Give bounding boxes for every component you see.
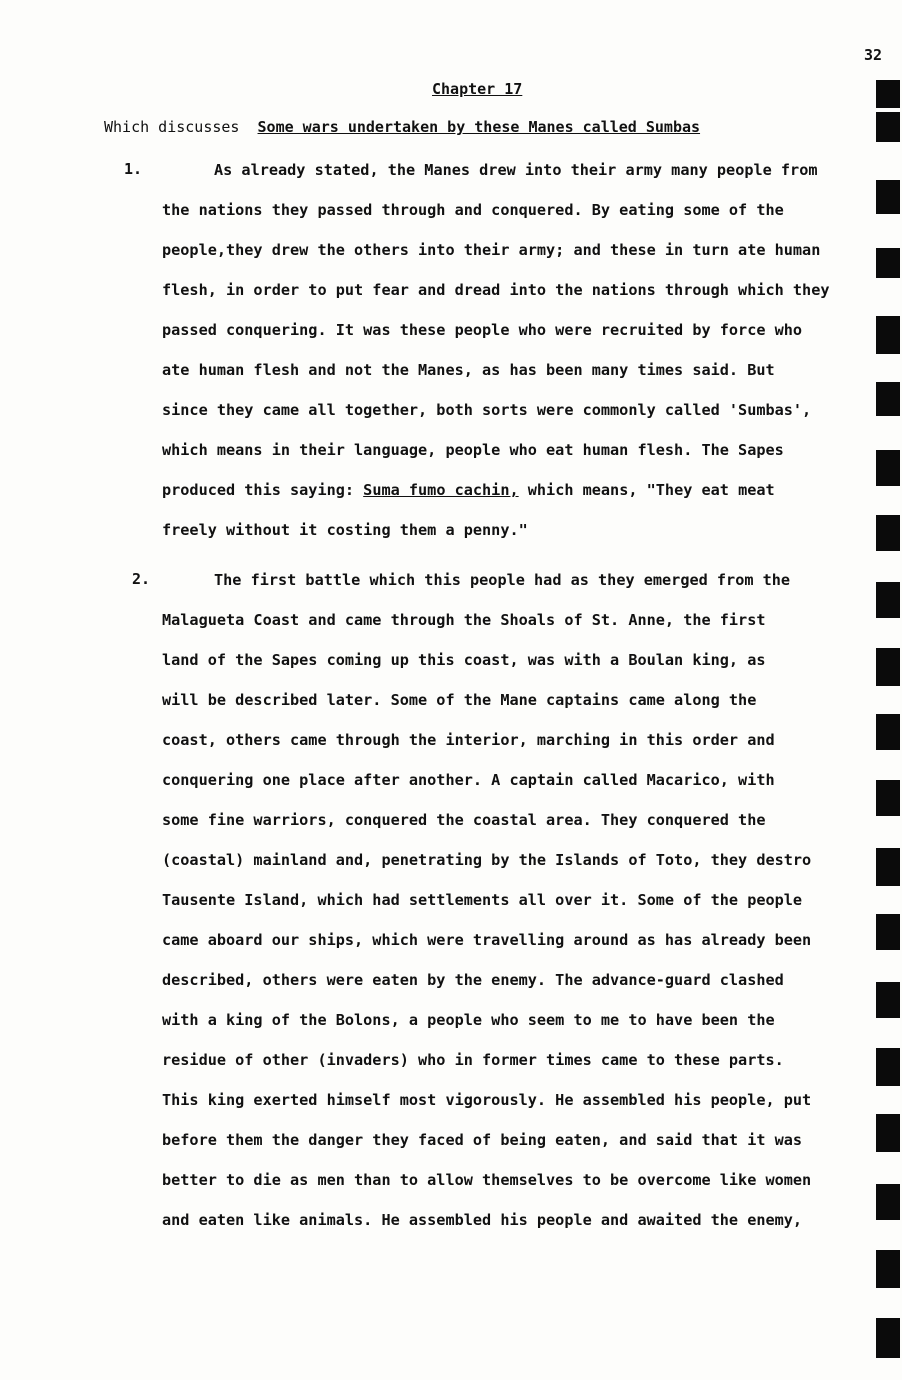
- text-line: As already stated, the Manes drew into their army many people from: [214, 161, 818, 179]
- binding-mark: [876, 382, 900, 416]
- subtitle-topic: Some wars undertaken by these Manes called Sumbas: [257, 118, 701, 136]
- binding-mark: [876, 648, 900, 686]
- text-line: freely without it costing them a penny.": [162, 521, 528, 539]
- text-line: described, others were eaten by the enemy. The advance-guard clashed: [162, 971, 784, 989]
- text-line: before them the danger they faced of being eaten, and said that it was: [162, 1131, 803, 1149]
- binding-mark: [876, 112, 900, 142]
- binding-mark: [876, 316, 900, 354]
- binding-mark: [876, 1318, 900, 1358]
- subtitle-lead: Which discusses: [104, 118, 240, 136]
- binding-mark: [876, 982, 900, 1018]
- text-line: passed conquering. It was these people who were recruited by force who: [162, 321, 803, 339]
- text-line: residue of other (invaders) who in former times came to these parts.: [162, 1051, 784, 1069]
- text-line: This king exerted himself most vigorously. He assembled his people, put: [162, 1091, 812, 1109]
- chapter-title: Chapter 17: [432, 80, 523, 98]
- text-line: and eaten like animals. He assembled his people and awaited the enemy,: [162, 1211, 803, 1229]
- text-line: people,they drew the others into their army; and these in turn ate human: [162, 241, 821, 259]
- paragraph-number: 2.: [132, 570, 151, 588]
- binding-mark: [876, 248, 900, 278]
- text-line: since they came all together, both sorts were commonly called 'Sumbas',: [162, 401, 812, 419]
- binding-mark: [876, 1184, 900, 1220]
- text-line: flesh, in order to put fear and dread into the nations through which they: [162, 281, 830, 299]
- binding-mark: [876, 914, 900, 950]
- text-line: which means in their language, people who eat human flesh. The Sapes: [162, 441, 784, 459]
- text-line: will be described later. Some of the Mane captains came along the: [162, 691, 757, 709]
- paragraph-1: [162, 150, 887, 550]
- text-line: Malagueta Coast and came through the Shoals of St. Anne, the first: [162, 611, 766, 629]
- text-line: with a king of the Bolons, a people who seem to me to have been the: [162, 1011, 775, 1029]
- text-line: (coastal) mainland and, penetrating by the Islands of Toto, they destro: [162, 851, 812, 869]
- binding-mark: [876, 450, 900, 486]
- saying-line: [162, 470, 887, 510]
- binding-mark: [876, 1114, 900, 1152]
- text-line: ate human flesh and not the Manes, as has been many times said. But: [162, 361, 775, 379]
- text-line: conquering one place after another. A captain called Macarico, with: [162, 771, 775, 789]
- chapter-subtitle: [104, 118, 700, 136]
- binding-mark: [876, 848, 900, 886]
- binding-mark: [876, 714, 900, 750]
- text-line: coast, others came through the interior, marching in this order and: [162, 731, 775, 749]
- text-line: came aboard our ships, which were travelling around as has already been: [162, 931, 812, 949]
- binding-mark: [876, 1048, 900, 1086]
- binding-edge-marks: [874, 0, 902, 1380]
- page-number: 32: [864, 46, 883, 64]
- paragraph-number: 1.: [124, 160, 143, 178]
- text-line: some fine warriors, conquered the coastal area. They conquered the: [162, 811, 766, 829]
- binding-mark: [876, 515, 900, 551]
- paragraph-2: [162, 560, 887, 1240]
- binding-mark: [876, 582, 900, 618]
- text-line: The first battle which this people had as they emerged from the: [214, 571, 791, 589]
- saying-after: which means, "They eat meat: [518, 481, 775, 499]
- saying-before: produced this saying:: [162, 481, 364, 499]
- text-line: land of the Sapes coming up this coast, was with a Boulan king, as: [162, 651, 766, 669]
- text-line: the nations they passed through and conquered. By eating some of the: [162, 201, 784, 219]
- binding-mark: [876, 180, 900, 214]
- saying-quote: Suma fumo cachin,: [363, 481, 519, 499]
- binding-mark: [876, 780, 900, 816]
- text-line: better to die as men than to allow themselves to be overcome like women: [162, 1171, 812, 1189]
- text-line: Tausente Island, which had settlements all over it. Some of the people: [162, 891, 803, 909]
- binding-mark: [876, 80, 900, 108]
- binding-mark: [876, 1250, 900, 1288]
